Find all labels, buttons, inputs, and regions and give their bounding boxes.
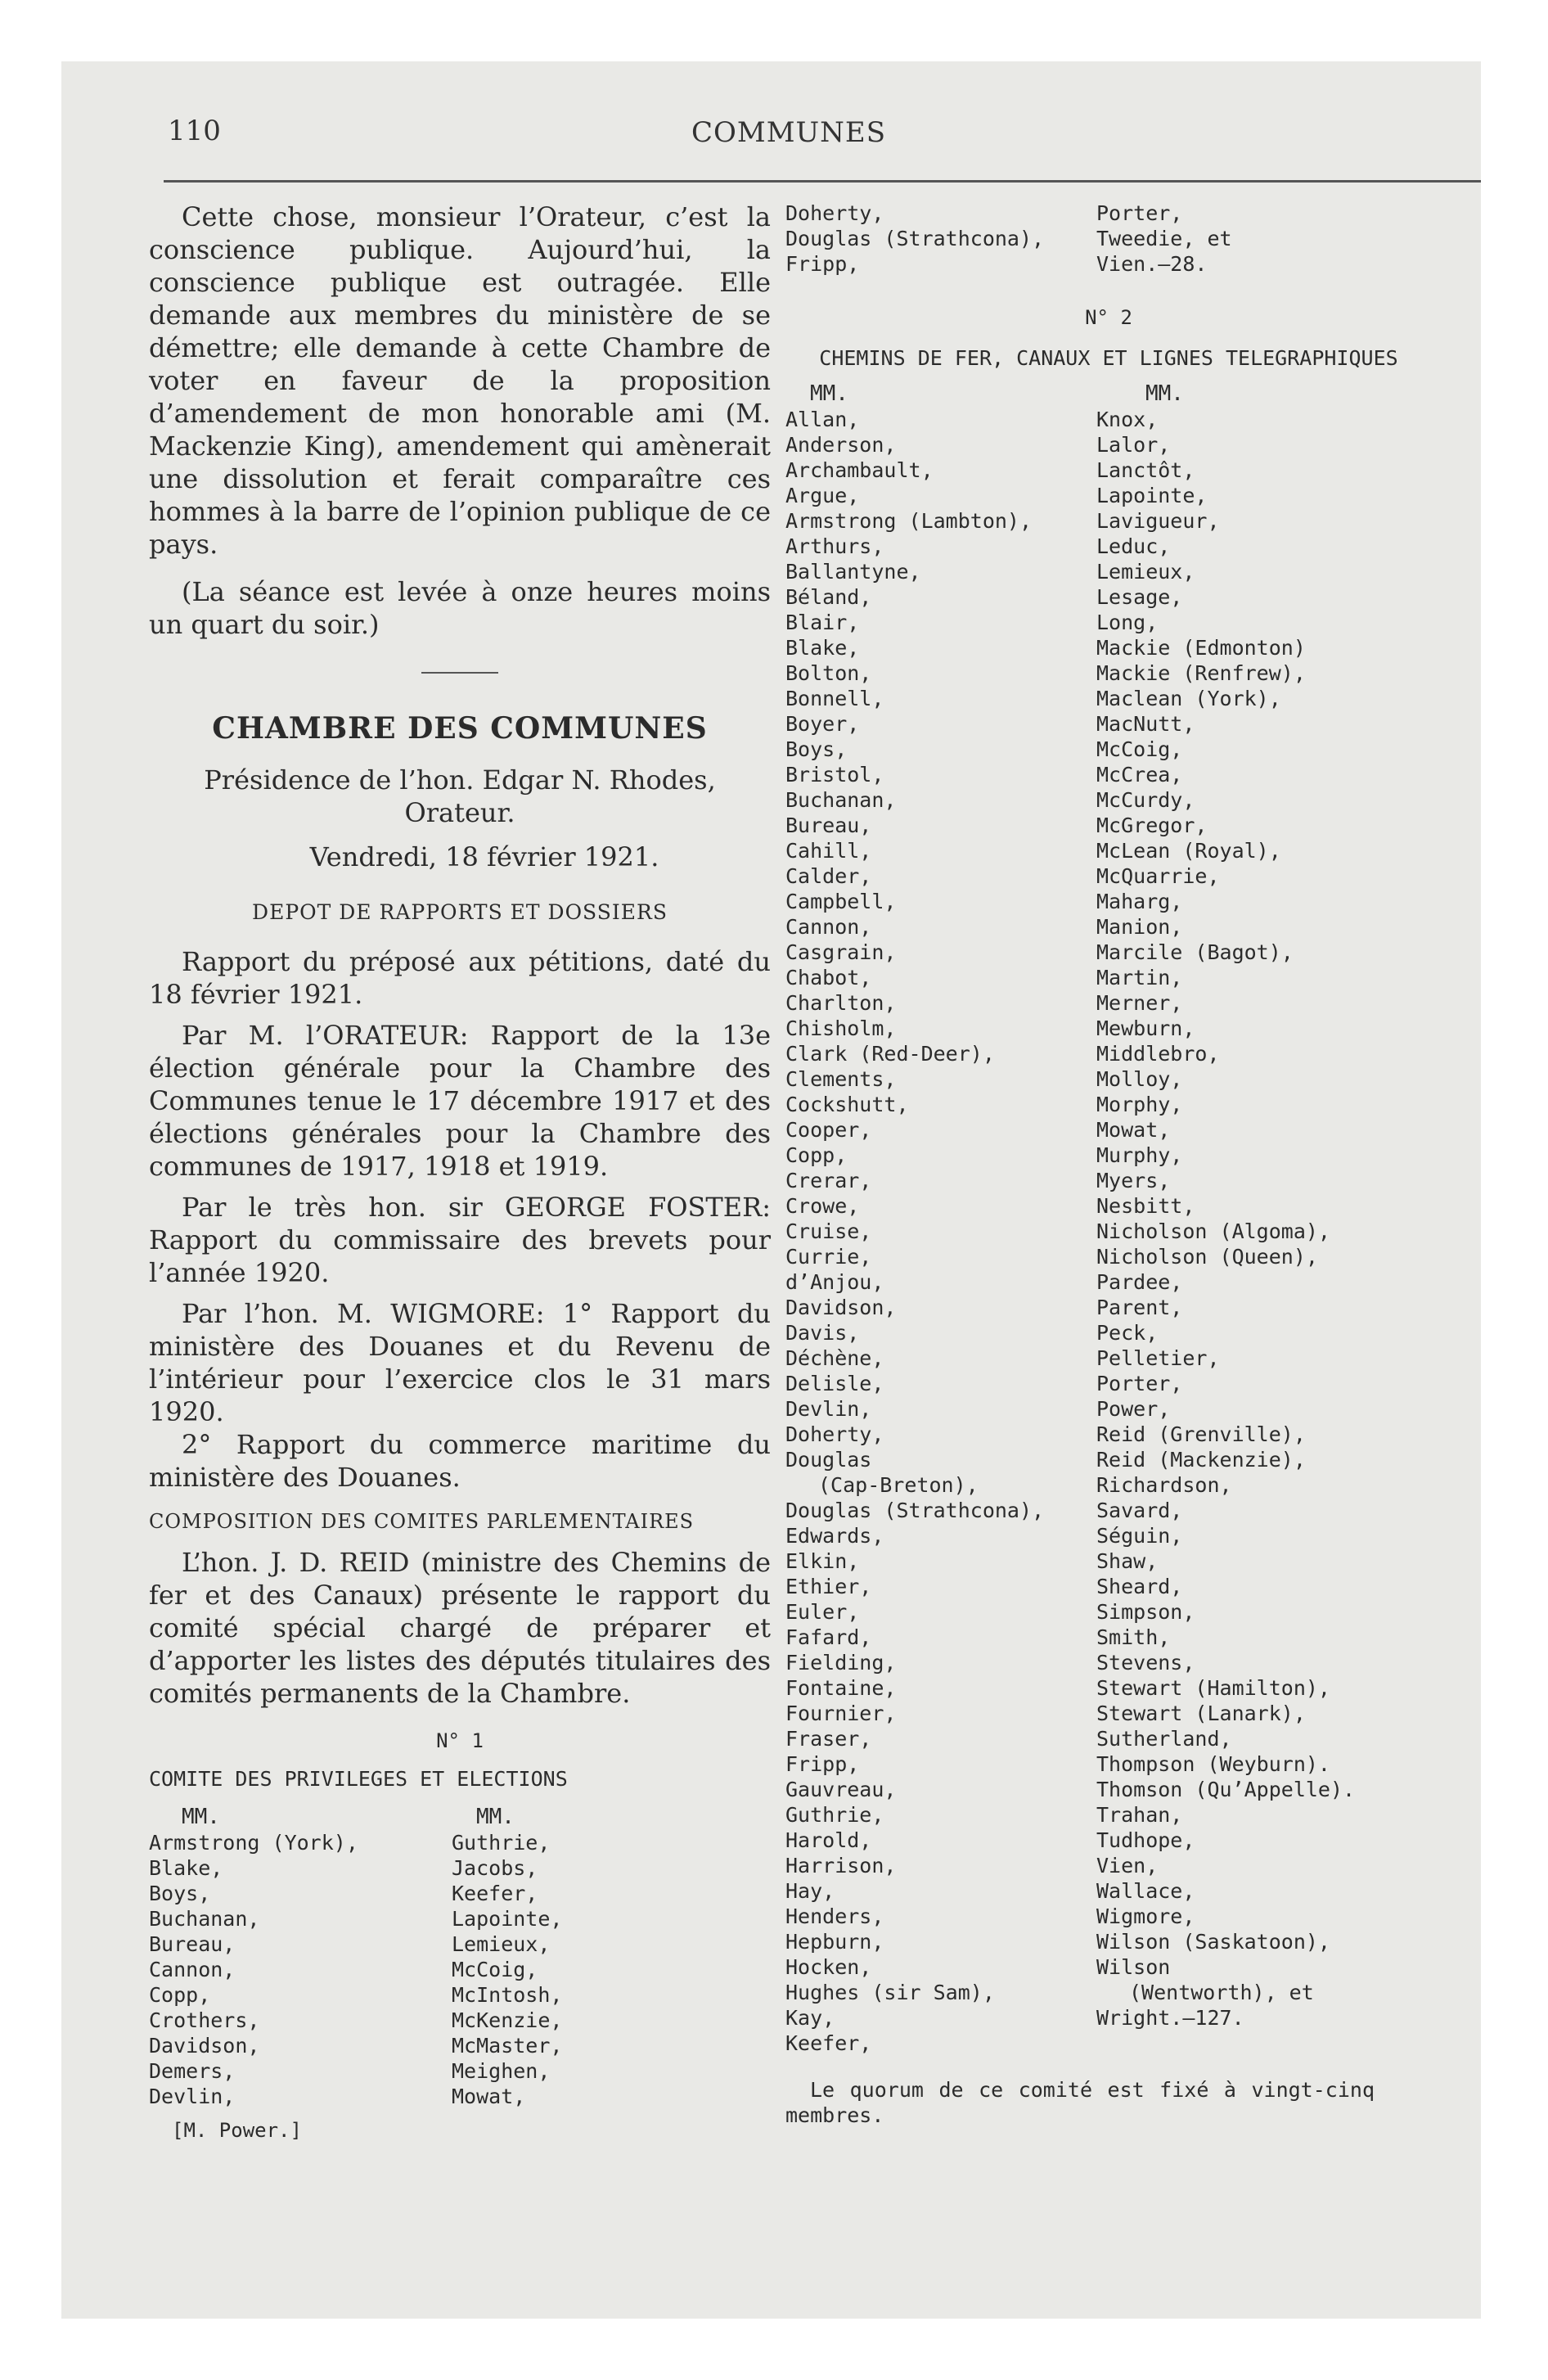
member-entry: Casgrain,	[785, 940, 897, 964]
carryover-col-1	[785, 201, 1096, 277]
member-entry: Henders,	[785, 1904, 884, 1928]
member-entry: Chisholm,	[785, 1016, 897, 1040]
member-entry: Lavigueur,	[1096, 509, 1220, 533]
report-maritime: 2° Rapport du commerce maritime du ministère des Douanes.	[149, 1429, 771, 1493]
member-entry: McGregor,	[1096, 814, 1208, 837]
member-entry: Déchène,	[785, 1346, 884, 1370]
member-entry: Copp,	[149, 1983, 211, 2007]
member-entry: Boys,	[785, 737, 848, 761]
member-entry: Chabot,	[785, 966, 872, 989]
member-entry: Argue,	[785, 484, 860, 507]
committee-2-number: N° 2	[1085, 306, 1132, 329]
mm-heading: MM.	[1145, 381, 1184, 406]
member-entry: Sheard,	[1096, 1575, 1183, 1598]
member-entry: Clark (Red-Deer),	[785, 1042, 995, 1066]
member-entry: Power,	[1096, 1397, 1171, 1421]
member-entry: Mowat,	[1096, 1118, 1171, 1142]
right-column	[785, 201, 1432, 2128]
member-entry: Bristol,	[785, 763, 884, 787]
member-entry: Pelletier,	[1096, 1346, 1220, 1370]
member-entry: Savard,	[1096, 1499, 1183, 1522]
committee-1-number: N° 1	[436, 1729, 484, 1752]
member-entry: Crowe,	[785, 1194, 860, 1218]
member-entry: Guthrie,	[785, 1803, 884, 1827]
member-entry: Nicholson (Queen),	[1096, 1245, 1318, 1269]
member-entry: Blair,	[785, 611, 860, 634]
member-entry: Pardee,	[1096, 1270, 1183, 1294]
member-entry: Allan,	[785, 408, 860, 431]
member-entry: Clements,	[785, 1067, 897, 1091]
member-entry: Fielding,	[785, 1651, 897, 1675]
member-entry: Davidson,	[785, 1296, 897, 1319]
member-entry: Keefer,	[452, 1882, 538, 1905]
member-entry: Thompson (Weyburn).	[1096, 1752, 1330, 1776]
member-entry: Keefer,	[785, 2031, 872, 2055]
committee-1-title: COMITE DES PRIVILEGES ET ELECTIONS	[149, 1767, 568, 1791]
member-entry: Doherty,	[785, 1422, 884, 1446]
member-entry: Wilson	[1096, 1955, 1171, 1979]
member-entry: Crothers,	[149, 2008, 260, 2032]
member-entry: Lanctôt,	[1096, 458, 1195, 482]
member-entry: Armstrong (Lambton),	[785, 509, 1033, 533]
member-entry: (Cap-Breton),	[818, 1473, 979, 1497]
member-entry: Stevens,	[1096, 1651, 1195, 1675]
member-entry: Lemieux,	[452, 1932, 551, 1956]
member-entry: Martin,	[1096, 966, 1183, 989]
member-entry: Doherty,	[785, 201, 884, 225]
member-entry: Hepburn,	[785, 1930, 884, 1954]
member-entry: Trahan,	[1096, 1803, 1183, 1827]
report-patents: Par le très hon. sir GEORGE FOSTER: Rapport du commissaire des brevets pour l’année 1920.	[149, 1192, 771, 1288]
member-entry: Wilson (Saskatoon),	[1096, 1930, 1330, 1954]
member-entry: Guthrie,	[452, 1831, 551, 1855]
depot-heading: DEPOT DE RAPPORTS ET DOSSIERS	[252, 900, 668, 924]
left-column	[149, 201, 771, 2142]
member-entry: Wallace,	[1096, 1879, 1195, 1903]
mm-heading: MM.	[810, 381, 848, 406]
member-entry: McCoig,	[452, 1958, 538, 1981]
member-entry: Reid (Grenville),	[1096, 1422, 1306, 1446]
member-entry: Smith,	[1096, 1625, 1171, 1649]
member-entry: Bureau,	[149, 1932, 236, 1956]
member-entry: Richardson,	[1096, 1473, 1232, 1497]
member-entry: Murphy,	[1096, 1143, 1183, 1167]
member-entry: Kay,	[785, 2006, 835, 2030]
member-entry: Cooper,	[785, 1118, 872, 1142]
adjournment-paragraph: (La séance est levée à onze heures moins un quart du soir.)	[149, 576, 771, 640]
member-entry: Vien,	[1096, 1854, 1159, 1877]
member-entry: Mackie (Renfrew),	[1096, 661, 1306, 685]
member-entry: Ballantyne,	[785, 560, 921, 584]
member-entry: Ethier,	[785, 1575, 872, 1598]
member-entry: Knox,	[1096, 408, 1159, 431]
member-entry: Douglas	[785, 1448, 872, 1472]
member-entry: Blake,	[149, 1856, 223, 1880]
member-entry: Thomson (Qu’Appelle).	[1096, 1778, 1356, 1801]
member-entry: McLean (Royal),	[1096, 839, 1281, 863]
member-entry: Cockshutt,	[785, 1093, 909, 1116]
member-entry: Merner,	[1096, 991, 1183, 1015]
member-entry: Fontaine,	[785, 1676, 897, 1700]
header-rule	[164, 180, 1481, 183]
catchword: [M. Power.]	[172, 2119, 302, 2142]
member-entry: Marcile (Bagot),	[1096, 940, 1294, 964]
member-entry: McCoig,	[1096, 737, 1183, 761]
member-entry: Copp,	[785, 1143, 848, 1167]
member-entry: Fafard,	[785, 1625, 872, 1649]
committee-1-col-2	[452, 1804, 754, 2109]
member-entry: Leduc,	[1096, 534, 1171, 558]
member-entry: Cannon,	[785, 915, 872, 939]
member-entry: Davis,	[785, 1321, 860, 1345]
member-entry: Cahill,	[785, 839, 872, 863]
member-entry: Arthurs,	[785, 534, 884, 558]
member-entry: Lesage,	[1096, 585, 1183, 609]
member-entry: Lalor,	[1096, 433, 1171, 457]
member-entry: Bolton,	[785, 661, 872, 685]
member-entry: Buchanan,	[149, 1907, 260, 1931]
page-title: COMMUNES	[691, 116, 887, 149]
committee-1-col-1	[149, 1804, 452, 2109]
member-entry: Boys,	[149, 1882, 211, 1905]
member-entry: Devlin,	[785, 1397, 872, 1421]
member-entry: Blake,	[785, 636, 860, 660]
member-entry: Stewart (Hamilton),	[1096, 1676, 1330, 1700]
member-entry: Lapointe,	[452, 1907, 563, 1931]
member-entry: Mewburn,	[1096, 1016, 1195, 1040]
member-entry: Molloy,	[1096, 1067, 1183, 1091]
member-entry: Mowat,	[452, 2085, 526, 2108]
member-entry: Meighen,	[452, 2059, 551, 2083]
member-entry: (Wentworth), et	[1129, 1981, 1314, 2004]
member-entry: McCurdy,	[1096, 788, 1195, 812]
member-entry: Edwards,	[785, 1524, 884, 1548]
presidency-line: Présidence de l’hon. Edgar N. Rhodes,	[204, 764, 716, 796]
member-entry: Cannon,	[149, 1958, 236, 1981]
member-entry: Gauvreau,	[785, 1778, 897, 1801]
speaker-title: Orateur.	[404, 797, 515, 828]
member-entry: Parent,	[1096, 1296, 1183, 1319]
committee-2-col-2	[1096, 381, 1424, 2056]
intro-paragraph: Cette chose, monsieur l’Orateur, c’est la conscience publique. Aujourd’hui, la conscience publique est outragée. Elle demande aux membres du ministère de se démettre; elle demande à cette Chambre de voter en faveur de la proposition d’amendement de mon honorable ami (M. Mackenzie King), amendement qui amènerait une dissolution et ferait comparaître ces hommes à la barre de l’opinion publique de ce pays.	[149, 201, 771, 560]
member-entry: Douglas (Strathcona),	[785, 1499, 1045, 1522]
member-entry: Manion,	[1096, 915, 1183, 939]
member-entry: Hay,	[785, 1879, 835, 1903]
member-entry: Séguin,	[1096, 1524, 1183, 1548]
member-entry: Fripp,	[785, 252, 860, 276]
member-entry: Myers,	[1096, 1169, 1171, 1192]
member-entry: Nicholson (Algoma),	[1096, 1219, 1330, 1243]
member-entry: McQuarrie,	[1096, 864, 1220, 888]
member-entry: Shaw,	[1096, 1549, 1159, 1573]
member-entry: Maclean (York),	[1096, 687, 1281, 710]
member-entry: McIntosh,	[452, 1983, 563, 2007]
mm-heading: MM.	[476, 1805, 515, 1829]
member-entry: Tweedie, et	[1096, 227, 1232, 250]
member-entry: Simpson,	[1096, 1600, 1195, 1624]
member-entry: Anderson,	[785, 433, 897, 457]
member-entry: Vien.—28.	[1096, 252, 1208, 276]
member-entry: Lapointe,	[1096, 484, 1208, 507]
member-entry: Hocken,	[785, 1955, 872, 1979]
committee-2-col-1	[785, 381, 1096, 2056]
member-entry: Porter,	[1096, 1372, 1183, 1395]
member-entry: Armstrong (York),	[149, 1831, 358, 1855]
member-entry: Boyer,	[785, 712, 860, 736]
member-entry: Stewart (Lanark),	[1096, 1702, 1306, 1725]
reid-paragraph: L’hon. J. D. REID (ministre des Chemins de fer et des Canaux) présente le rapport du comité spécial chargé de préparer et d’apporter les listes des députés titulaires des comités permanents de la Chambre.	[149, 1547, 771, 1709]
member-entry: Cruise,	[785, 1219, 872, 1243]
member-entry: Middlebro,	[1096, 1042, 1220, 1066]
member-entry: Euler,	[785, 1600, 860, 1624]
member-entry: Crerar,	[785, 1169, 872, 1192]
member-entry: Tudhope,	[1096, 1828, 1195, 1852]
member-entry: Mackie (Edmonton)	[1096, 636, 1306, 660]
committee-2-title: CHEMINS DE FER, CANAUX ET LIGNES TELEGRAPHIQUES	[819, 346, 1398, 370]
member-entry: Wright.—127.	[1096, 2006, 1244, 2030]
member-entry: Maharg,	[1096, 890, 1183, 913]
sitting-date: Vendredi, 18 février 1921.	[309, 841, 659, 872]
member-entry: Archambault,	[785, 458, 934, 482]
member-entry: Harold,	[785, 1828, 872, 1852]
report-customs: Par l’hon. M. WIGMORE: 1° Rapport du ministère des Douanes et du Revenu de l’intérieur pour l’exercice clos le 31 mars 1920.	[149, 1298, 771, 1427]
member-entry: Wigmore,	[1096, 1904, 1195, 1928]
section-divider	[421, 672, 498, 674]
member-entry: MacNutt,	[1096, 712, 1195, 736]
member-entry: Long,	[1096, 611, 1159, 634]
chamber-title: CHAMBRE DES COMMUNES	[212, 711, 708, 746]
member-entry: McKenzie,	[452, 2008, 563, 2032]
carryover-col-2	[1096, 201, 1399, 277]
member-entry: Elkin,	[785, 1549, 860, 1573]
member-entry: Demers,	[149, 2059, 236, 2083]
member-entry: Morphy,	[1096, 1093, 1183, 1116]
member-entry: Sutherland,	[1096, 1727, 1232, 1751]
mm-heading: MM.	[182, 1805, 220, 1829]
member-entry: McMaster,	[452, 2034, 563, 2058]
member-entry: McCrea,	[1096, 763, 1183, 787]
member-entry: Delisle,	[785, 1372, 884, 1395]
member-entry: Hughes (sir Sam),	[785, 1981, 995, 2004]
quorum-note: Le quorum de ce comité est fixé à vingt-cinq membres.	[785, 2078, 1375, 2127]
report-election: Par M. l’ORATEUR: Rapport de la 13e élection générale pour la Chambre des Communes tenue le 17 décembre 1917 et des élections générales pour la Chambre des communes de 1917, 1918 et 1919.	[149, 1020, 771, 1182]
member-entry: Porter,	[1096, 201, 1183, 225]
member-entry: Peck,	[1096, 1321, 1159, 1345]
member-entry: d’Anjou,	[785, 1270, 884, 1294]
member-entry: Charlton,	[785, 991, 897, 1015]
member-entry: Davidson,	[149, 2034, 260, 2058]
member-entry: Fripp,	[785, 1752, 860, 1776]
report-petitions: Rapport du préposé aux pétitions, daté du 18 février 1921.	[149, 946, 771, 1010]
member-entry: Calder,	[785, 864, 872, 888]
member-entry: Fournier,	[785, 1702, 897, 1725]
member-entry: Lemieux,	[1096, 560, 1195, 584]
member-entry: Harrison,	[785, 1854, 897, 1877]
member-entry: Douglas (Strathcona),	[785, 227, 1045, 250]
member-entry: Bonnell,	[785, 687, 884, 710]
member-entry: Currie,	[785, 1245, 872, 1269]
member-entry: Buchanan,	[785, 788, 897, 812]
member-entry: Béland,	[785, 585, 872, 609]
member-entry: Jacobs,	[452, 1856, 538, 1880]
member-entry: Campbell,	[785, 890, 897, 913]
member-entry: Bureau,	[785, 814, 872, 837]
member-entry: Devlin,	[149, 2085, 236, 2108]
member-entry: Fraser,	[785, 1727, 872, 1751]
page-number: 110	[168, 115, 221, 147]
composition-heading: COMPOSITION DES COMITES PARLEMENTAIRES	[149, 1510, 695, 1533]
member-entry: Nesbitt,	[1096, 1194, 1195, 1218]
member-entry: Reid (Mackenzie),	[1096, 1448, 1306, 1472]
